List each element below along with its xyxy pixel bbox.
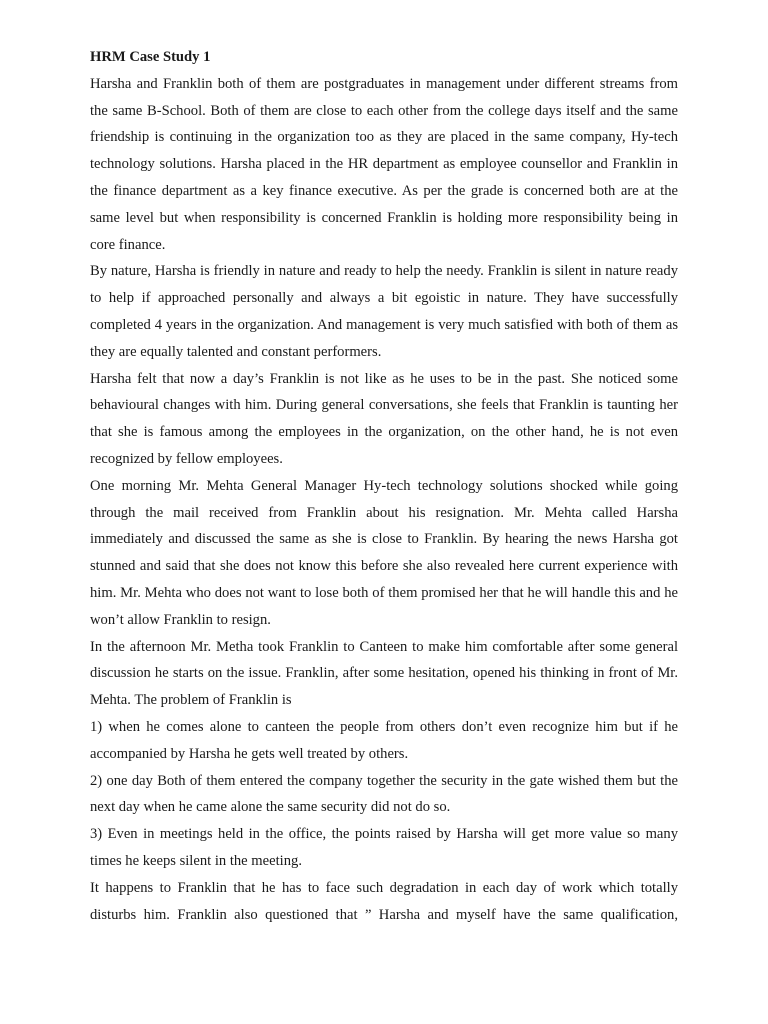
problem-item-2: 2) one day Both of them entered the company together the security in the gate wished them but the next day when he came alone the same security did not do so. [90, 772, 678, 816]
document-title: HRM Case Study 1 [90, 49, 211, 65]
paragraph-nature: By nature, Harsha is friendly in nature and ready to help the needy. Franklin is silent in nature ready to help if approached personally and always a bit egoistic in nature. They have successfully completed 4 years in the organization. And management is very much satisfied with both of them as they are equally talented and constant performers. [90, 263, 678, 360]
paragraph-degradation: It happens to Franklin that he has to face such degradation in each day of work which totally disturbs him. Franklin also questioned that ” Harsha and myself have the same qualification, [90, 879, 678, 923]
paragraph-canteen-discussion: In the afternoon Mr. Metha took Franklin to Canteen to make him comfortable after some general discussion he starts on the issue. Franklin, after some hesitation, opened his thinking in front of Mr. Mehta. The problem of Franklin is [90, 638, 678, 709]
paragraph-behaviour-change: Harsha felt that now a day’s Franklin is not like as he uses to be in the past. She noticed some behavioural changes with him. During general conversations, she feels that Franklin is taunting her that she is famous among the employees in the organization, on the other hand, he is not even recognized by fellow employees. [90, 370, 678, 467]
problem-item-1: 1) when he comes alone to canteen the people from others don’t even recognize him but if he accompanied by Harsha he gets well treated by others. [90, 718, 678, 762]
problem-item-3: 3) Even in meetings held in the office, the points raised by Harsha will get more value so many times he keeps silent in the meeting. [90, 826, 678, 869]
document-page [90, 44, 678, 928]
paragraph-background: Harsha and Franklin both of them are postgraduates in management under different streams from the same B-School. Both of them are close to each other from the college days itself and the same friendship is continuing in the organization too as they are placed in the same company, Hy-tech technology solutions. Harsha placed in the HR department as employee counsellor and Franklin in the finance department as a key finance executive. As per the grade is concerned both are at the same level but when responsibility is concerned Franklin is holding more responsibility being in core finance. [90, 75, 678, 253]
paragraph-resignation: One morning Mr. Mehta General Manager Hy-tech technology solutions shocked while going through the mail received from Franklin about his resignation. Mr. Mehta called Harsha immediately and discussed the same as she is close to Franklin. By hearing the news Harsha got stunned and said that she does not know this before she also revealed here current experience with him. Mr. Mehta who does not want to lose both of them promised her that he will handle this and he won’t allow Franklin to resign. [90, 477, 678, 628]
